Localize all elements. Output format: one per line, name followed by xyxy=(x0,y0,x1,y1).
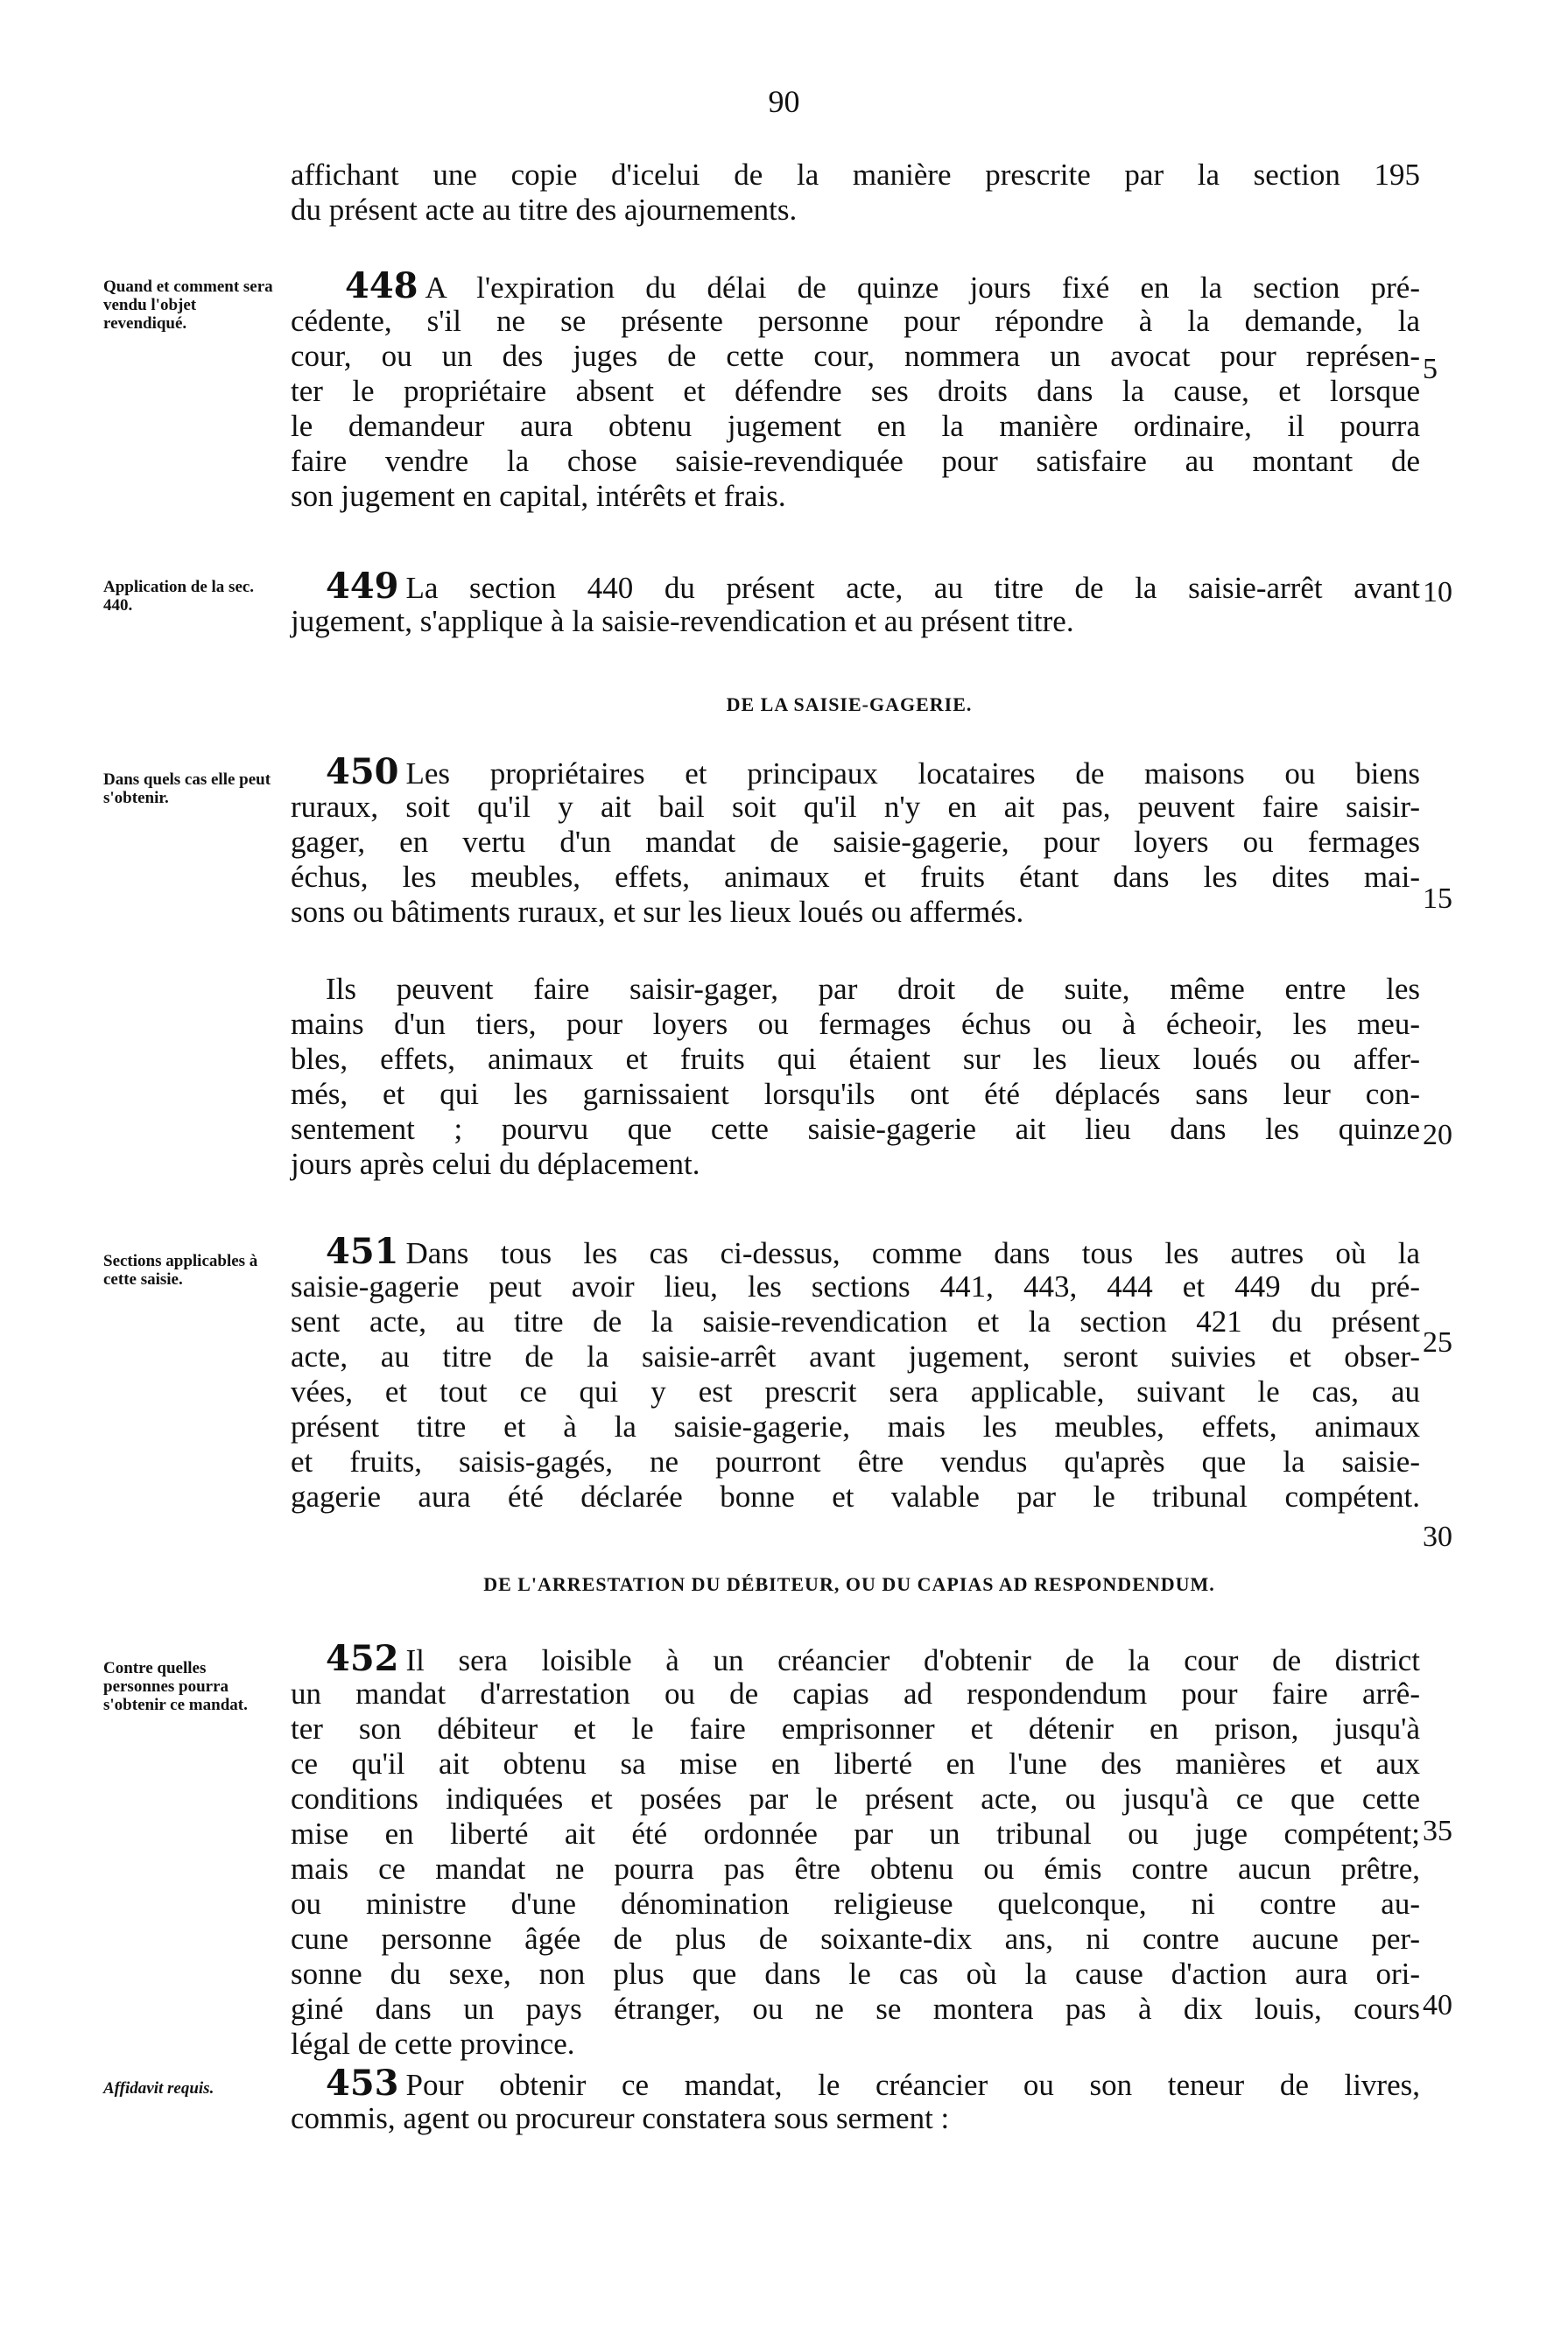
text-line: jugement, s'applique à la saisie-revendication et au présent titre. xyxy=(291,604,1074,638)
text-line: gagerie aura été déclarée bonne et valable par le tribunal compétent. xyxy=(291,1480,1420,1514)
line-number: 30 xyxy=(1423,1521,1452,1553)
text-line: présent titre et à la saisie-gagerie, mais les meubles, effets, animaux xyxy=(291,1410,1420,1444)
text-line: sentement ; pourvu que cette saisie-gagerie ait lieu dans les quinze xyxy=(291,1112,1420,1146)
section-number: 453 xyxy=(326,2063,399,2104)
text-line: cour, ou un des juges de cette cour, nommera un avocat pour représen- xyxy=(291,339,1420,373)
text-line: le demandeur aura obtenu jugement en la manière ordinaire, il pourra xyxy=(291,409,1420,443)
text-line: gager, en vertu d'un mandat de saisie-gagerie, pour loyers ou fermages xyxy=(291,825,1420,859)
text-line: vées, et tout ce qui y est prescrit sera applicable, suivant le cas, au xyxy=(291,1374,1420,1409)
line-text: La section 440 du présent acte, au titre de la saisie-arrêt avant xyxy=(405,571,1420,605)
text-line: cédente, s'il ne se présente personne pour répondre à la demande, la xyxy=(291,304,1420,338)
text-line: jours après celui du déplacement. xyxy=(291,1147,700,1181)
text-line: ter le propriétaire absent et défendre ses droits dans la cause, et lorsque xyxy=(291,374,1420,408)
section-number: 450 xyxy=(326,751,399,792)
line-text: Il sera loisible à un créancier d'obtenir de la cour de district xyxy=(405,1643,1420,1677)
text-line: més, et qui les garnissaient lorsqu'ils ont été déplacés sans leur con- xyxy=(291,1077,1420,1111)
line-number: 15 xyxy=(1423,882,1452,915)
line-text: A l'expiration du délai de quinze jours fixé en la section pré- xyxy=(425,271,1420,305)
line-number: 20 xyxy=(1423,1119,1452,1151)
text-line xyxy=(326,566,1420,607)
text-line: cune personne âgée de plus de soixante-dix ans, ni contre aucune per- xyxy=(291,1922,1420,1956)
text-line: saisie-gagerie peut avoir lieu, les sections 441, 443, 444 et 449 du pré- xyxy=(291,1269,1420,1304)
margin-note: Sections applicables à cette saisie. xyxy=(103,1252,258,1289)
line-text: Dans tous les cas ci-dessus, comme dans tous les autres où la xyxy=(405,1236,1420,1270)
text-line: et fruits, saisis-gagés, ne pourront être vendus qu'après que la saisie- xyxy=(291,1445,1420,1479)
margin-note: Application de la sec. 440. xyxy=(103,578,255,615)
text-line: ou ministre d'une dénomination religieuse quelconque, ni contre au- xyxy=(291,1887,1420,1921)
text-line: faire vendre la chose saisie-revendiquée pour satisfaire au montant de xyxy=(291,444,1420,478)
text-line: acte, au titre de la saisie-arrêt avant jugement, seront suivies et obser- xyxy=(291,1339,1420,1374)
text-line: légal de cette province. xyxy=(291,2027,575,2061)
section-number: 448 xyxy=(345,265,418,306)
line-number: 10 xyxy=(1423,576,1452,608)
text-line: du présent acte au titre des ajournements. xyxy=(291,193,798,227)
text-line: échus, les meubles, effets, animaux et fruits étant dans les dites mai- xyxy=(291,860,1420,894)
text-line: mais ce mandat ne pourra pas être obtenu ou émis contre aucun prêtre, xyxy=(291,1852,1420,1886)
line-number: 40 xyxy=(1423,1989,1452,2021)
text-line xyxy=(326,751,1420,792)
text-line xyxy=(326,2063,1420,2104)
text-line: sonne du sexe, non plus que dans le cas où la cause d'action aura ori- xyxy=(291,1957,1420,1991)
line-text: Les propriétaires et principaux locataires de maisons ou biens xyxy=(405,756,1420,791)
margin-note: Quand et comment sera vendu l'objet revendiqué. xyxy=(103,278,273,333)
section-number: 451 xyxy=(326,1231,399,1272)
margin-note: Dans quels cas elle peut s'obtenir. xyxy=(103,770,271,807)
text-line: un mandat d'arrestation ou de capias ad respondendum pour faire arrê- xyxy=(291,1677,1420,1711)
text-line: ruraux, soit qu'il y ait bail soit qu'il n'y en ait pas, peuvent faire saisir- xyxy=(291,790,1420,824)
line-text: Pour obtenir ce mandat, le créancier ou son teneur de livres, xyxy=(405,2068,1420,2102)
margin-note: Affidavit requis. xyxy=(103,2079,214,2098)
section-number: 452 xyxy=(326,1638,399,1679)
margin-note: Contre quelles personnes pourra s'obtenir ce mandat. xyxy=(103,1659,248,1714)
line-number: 5 xyxy=(1423,353,1438,385)
text-line: mains d'un tiers, pour loyers ou fermages échus ou à écheoir, les meu- xyxy=(291,1007,1420,1041)
text-line: affichant une copie d'icelui de la manière prescrite par la section 195 xyxy=(291,158,1420,192)
text-line xyxy=(326,1638,1420,1679)
text-line: Ils peuvent faire saisir-gager, par droit de suite, même entre les xyxy=(326,972,1420,1006)
line-number: 25 xyxy=(1423,1326,1452,1359)
text-line xyxy=(345,265,1420,306)
text-line: son jugement en capital, intérêts et frais. xyxy=(291,479,786,513)
section-heading: DE LA SAISIE-GAGERIE. xyxy=(726,693,973,715)
text-line: mise en liberté ait été ordonnée par un tribunal ou juge compétent; xyxy=(291,1817,1420,1851)
text-line: sons ou bâtiments ruraux, et sur les lieux loués ou affermés. xyxy=(291,895,1024,929)
section-heading: DE L'ARRESTATION DU DÉBITEUR, OU DU CAPIAS AD RESPONDENDUM. xyxy=(483,1573,1215,1595)
text-line: giné dans un pays étranger, ou ne se montera pas à dix louis, cours xyxy=(291,1992,1420,2026)
line-number: 35 xyxy=(1423,1815,1452,1847)
text-line: ter son débiteur et le faire emprisonner et détenir en prison, jusqu'à xyxy=(291,1712,1420,1746)
page-number: 90 xyxy=(768,84,800,119)
text-line: bles, effets, animaux et fruits qui étaient sur les lieux loués ou affer- xyxy=(291,1042,1420,1076)
text-line xyxy=(326,1231,1420,1272)
text-line: sent acte, au titre de la saisie-revendication et la section 421 du présent xyxy=(291,1304,1420,1339)
text-line: ce qu'il ait obtenu sa mise en liberté en l'une des manières et aux xyxy=(291,1747,1420,1781)
text-line: commis, agent ou procureur constatera sous serment : xyxy=(291,2101,950,2135)
section-number: 449 xyxy=(326,566,399,607)
text-line: conditions indiquées et posées par le présent acte, ou jusqu'à ce que cette xyxy=(291,1782,1420,1816)
